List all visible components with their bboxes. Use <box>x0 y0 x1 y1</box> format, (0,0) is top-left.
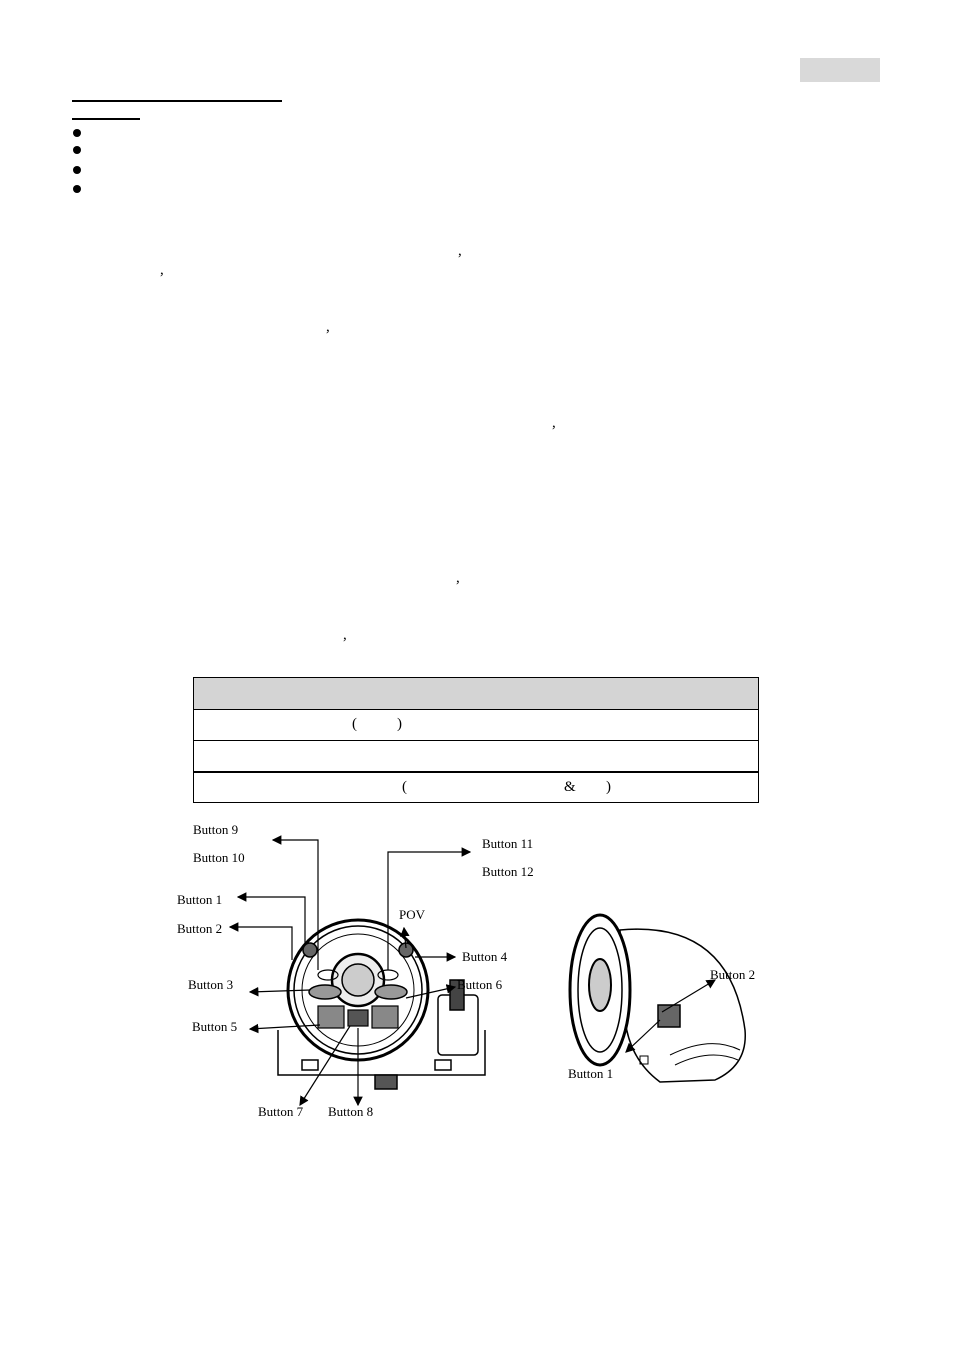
subheading-underline <box>72 118 140 120</box>
paren-close: ) <box>606 779 611 795</box>
comma-mark: , <box>552 415 556 431</box>
bullet-1 <box>73 129 81 137</box>
paren-open: ( <box>352 716 357 732</box>
steering-wheel-side-view <box>570 915 745 1082</box>
label-button-9: Button 9 <box>193 822 239 837</box>
label-button-5: Button 5 <box>192 1019 238 1034</box>
comma-mark: , <box>458 243 462 259</box>
steering-wheel-diagram <box>170 820 770 1120</box>
comma-mark: , <box>343 627 347 643</box>
comma-mark: , <box>160 262 164 278</box>
label-button-4: Button 4 <box>462 949 508 964</box>
bullet-3 <box>73 166 81 174</box>
label-button-11: Button 11 <box>482 836 534 851</box>
comma-mark: , <box>326 319 330 335</box>
label-button-6: Button 6 <box>457 977 503 992</box>
bullet-2 <box>73 146 81 154</box>
spec-table-row <box>194 709 758 740</box>
label-button-1: Button 1 <box>177 892 223 907</box>
spec-table-header <box>194 678 758 709</box>
spec-table <box>193 677 759 803</box>
section-heading-underline <box>72 100 282 102</box>
label-pov: POV <box>399 907 426 922</box>
label-side-button-2: Button 2 <box>710 967 756 982</box>
paren-open: ( <box>402 779 407 795</box>
spec-table-row <box>194 740 758 771</box>
label-button-10: Button 10 <box>193 850 245 865</box>
label-button-8: Button 8 <box>328 1104 374 1119</box>
paren-close: ) <box>397 716 402 732</box>
language-tab <box>800 58 880 82</box>
ampersand: & <box>564 779 576 795</box>
comma-mark: , <box>456 570 460 586</box>
label-button-3: Button 3 <box>188 977 234 992</box>
label-side-button-1: Button 1 <box>568 1066 614 1081</box>
label-button-12: Button 12 <box>482 864 534 879</box>
spec-table-row <box>194 771 758 802</box>
label-button-7: Button 7 <box>258 1104 304 1119</box>
label-button-2: Button 2 <box>177 921 223 936</box>
bullet-4 <box>73 185 81 193</box>
